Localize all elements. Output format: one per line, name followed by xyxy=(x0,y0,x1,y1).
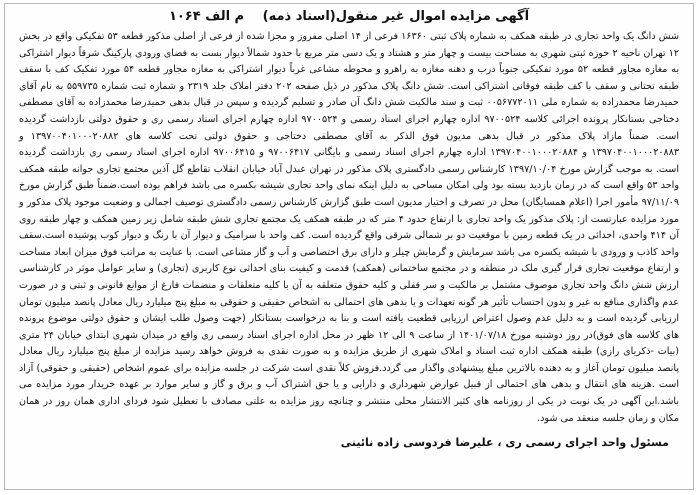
notice-title: آگهی مزایده اموال غیر منقول(اسناد ذمه) xyxy=(262,9,530,24)
notice-title-row xyxy=(13,8,685,26)
notice-body: شش دانگ یک واحد تجاری در طبقه همکف به شماره پلاک ثبتی ۱۶۳۶۰ فرعی از ۱۴ اصلی مفروز و مجزا شده از فرعی از اصلی مذکور قطعه ۵۳ تفکیکی واقع در بخش ۱۲ تهران ناحیه ۲ حوزه ثبتی شهری به مساحت بیست و چهار متر و هشتاد و یک دسی متر مربع با حدود شمالاً دیوار بست به فضای ورودی پارکینگ شرقاً دیوار اشتراکی به مغازه مجاور قطعه ۵۲ مورد تفکیکی جنوباً درب و دهنه مغازه به راهرو و محوطه مشاعی غرباً دیوار اشتراکی به مغازه مجاور قطعه ۵۴ مورد تفکیک کف با سقف طبقه تحتانی و سقف با کف طبقه فوقانی اشتراکی است. شش دانگ پلاک مذکور در ذیل صفحه ۲۰۲ دفتر املاک جلد ۲۳۱۹ و شماره ثبت شماره ۵۵۹۷۳۵ به نام آقای حمیدرضا محمدزاده به شماره ملی ۰۰۵۶۷۷۲۰۱۱ ثبت و سند مالکیت شش دانگ آن صادر و تسلیم گردیده و سپس در قبال بدهی حمیدرضا محمدزاده به آقای مصطفی دختاجی بستانکار پرونده اجرائی کلاسه ۹۷۰۰۵۲۴ اداره چهارم اجرای اسناد رسمی و ۹۷۰۰۵۲۴ اداره چهارم اجرای اسناد رسمی ری و حقوق دولتی بازداشت گردیده است. ضمناً مازاد پلاک مذکور در قبال بدهی مدیون فوق الذکر به آقای مصطفی دختاجی و حقوق دولتی تحت کلاسه های ۱۳۹۷۰۰۴۰۱۰۰۰۲۰۸۸۲ و ۱۳۹۷۰۴۰۰۱۰۰۰۲۰۸۸۳ و ۱۳۹۷۰۴۰۰۱۰۰۰۲۰۸۸۴ اداره چهارم اجرای اسناد رسمی و بایگانی ۹۷۰۰۶۴۱۷ و ۹۷۰۰۶۴۱۵ اداره اجرای اسناد رسمی ری بازداشت گردیده است. به موجب گزارش مورخ ۱۳۹۷/۱۰/۰۴ کارشناس رسمی دادگستری پلاک مذکور در تهران عبدل آباد خیابان انقلاب تقاطع گل آذین مجتمع تجاری جوانه طبقه همکف واحد ۵۳ واقع است که در زمان بازدید بسته بود ولی امکان مساحی به دلیل اینکه نمای واحد تجاری شیشه بکسره می باشد فراهم بوده است.ضمناً طبق گزارش مورخ ۹۷/۱۱/۰۹ مأمور اجرا (اعلام همسایگان) محل در تصرف و اختیار مدیون است طبق گزارش کارشناس رسمی دادگستری توصیف اجمالی و وضعیت موجود پلاک مذکور و مورد مزایده عبارتست از: پلاک مذکور یک واحد تجاری با ارتفاع حدود ۴ متر که در طبقه همکف یک مجتمع تجاری شش طبقه شامل زیر زمین همکف و چهار طبقه روی آن ۴۱۴ واحدی، احداثی در یک قطعه زمین با موقعیت دو بر شمالی شرقی واقع گردیده است. کف واحد با سرامیک و دیوار آن با رنگ و دیوار کوب پوشیده است.سقف واحد کاذب و ورودی با شیشه یکسره می باشد سرمایش و گرمایش چیلر و دارای برق اختصاصی و آب و گاز مشاعی است. با عنایت به مراتب فوق میزان ابعاد مساحت و ارتفاع موقعیت تجاری قرار گیری ملک در منطقه و در مجتمع ساختمانی (همکف) قدمت و کیفیت بنای احداثی نوع کاربری (تجاری) و سایر عوامل موثر در کارشناسی ارزش شش دانگ واحد تجاری موصوف مشتمل بر مالکیت و سر قفلی و کلیه حقوق متعلقه به آن با کلیه متعلقات و منضمات فارغ از موانع قانونی و ثبتی و در صورت عدم واگذاری منافع به غیر و بدون احتساب تأثیر هر گونه تعهدات و یا بدهی های احتمالی به اشخاص حقیقی و حقوقی به مبلغ پنج میلیارد ریال معادل پانصد میلیون تومان ارزیابی گردیده است و به دلیل عدم وصول اعتراض ارزیابی قطعیت یافته است و بنا به درخواست بستانکار (جهت وصول طلب ایشان و حقوق دولتی موضوع پرونده های کلاسه های فوق)در روز دوشنبه مورخ ۱۴۰۱/۰۷/۱۸ از ساعت ۹ الی ۱۲ ظهر در محل اداره اجرای اسناد رسمی ری واقع در میدان شهری ابتدای خیابان ۲۴ متری (بیات -ذکریای رازی) طبقه همکف اداره ثبت اسناد و املاک شهری از طریق مزایده و به صورت نقدی به فروش خواهد رسید مزایده از مبلغ پنج میلیارد ریال معادل پانصد میلیون تومان آغاز و به دهنده بالاترین مبلغ پیشنهادی واگذار می گردد.فروش کلاً نقدی است شرکت در جلسه مزایده برای عموم اشخاص (حقیقی و حقوقی) آزاد است .هزینه های انتقال و بدهی های احتمالی از قبیل عوارض شهرداری و دارایی و یا حق اشتراک آب و برق و گاز و سایر موارد بر عهده خریدار مورد مزایده می باشد.این آگهی در یک نوبت در یکی از روزنامه های کثیر الانتشار محلی منتشر و چنانچه روز مزایده به علتی مصادف با تعطیل شود فردای اداری همان روز در همان مکان و زمان جلسه منعقد می شود. xyxy=(19,31,680,424)
notice-signature: مسئول واحد اجرای رسمی ری ، علیرضا فردوسی زاده نائینی xyxy=(340,436,669,450)
auction-notice xyxy=(4,3,694,490)
notice-reference: م الف ۱۰۶۴ xyxy=(168,9,245,24)
